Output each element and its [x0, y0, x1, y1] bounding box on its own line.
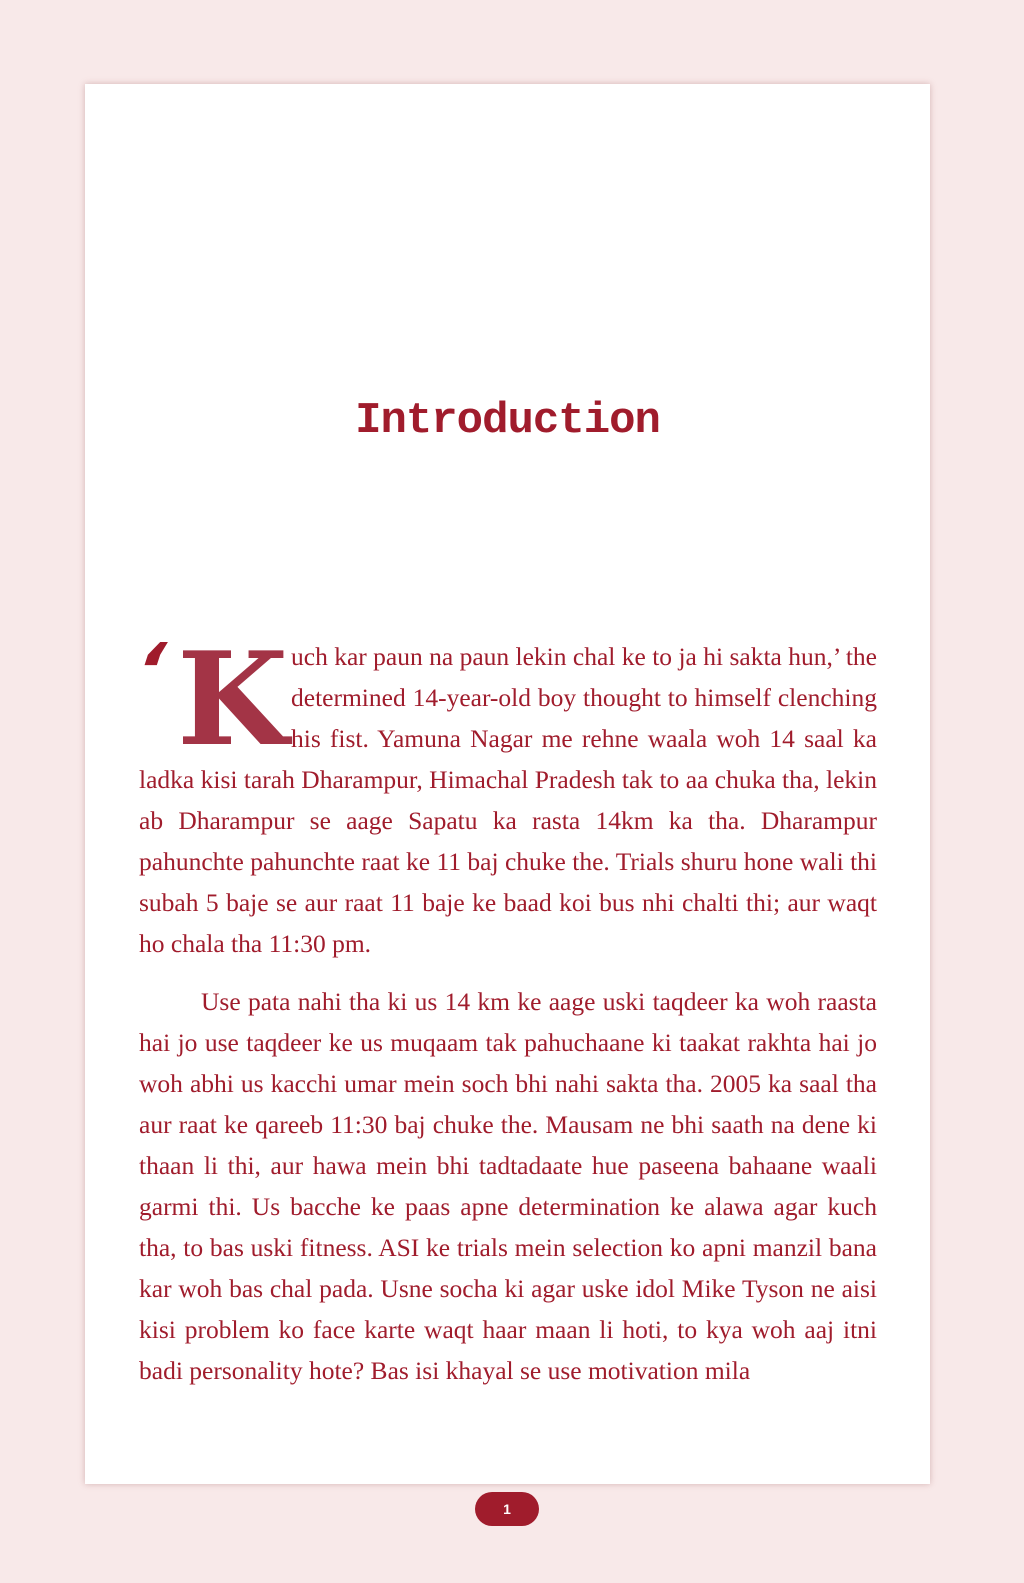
drop-cap-quote: ‘ — [121, 628, 178, 714]
chapter-body — [121, 625, 877, 1391]
paragraph-1 — [121, 625, 877, 964]
page-number-badge: 1 — [475, 1492, 539, 1526]
paragraph-1-text: uch kar paun na paun lekin chal ke to ja hi sakta hun,’ the determined 14-year-old boy thought to himself clenching his fist. Yamuna Nagar me rehne waala woh 14 saal ka ladka kisi tarah Dharampur, Himachal Pradesh tak to aa chuka tha, lekin ab Dharampur se aage Sapatu ka rasta 14km ka tha. Dharampur pahunchte pahunchte raat ke 11 baj chuke the. Trials shuru hone wali thi subah 5 baje se aur raat 11 baje ke baad koi bus nhi chalti thi; aur waqt ho chala tha 11:30 pm. — [139, 642, 877, 958]
chapter-title: Introduction — [355, 396, 660, 446]
book-page — [85, 84, 930, 1484]
paragraph-2: Use pata nahi tha ki us 14 km ke aage uski taqdeer ka woh raasta hai jo use taqdeer ke us muqaam tak pahuchaane ki taakat rakhta hai jo woh abhi us kacchi umar mein soch bhi nahi sakta tha. 2005 ka saal tha aur raat ke qareeb 11:30 baj chuke the. Mausam ne bhi saath na dene ki thaan li thi, aur hawa mein bhi tadtadaate hue paseena bahaane waali garmi thi. Us bacche ke paas apne determination ke alawa agar kuch tha, to bas uski fitness. ASI ke trials mein selection ko apni manzil bana kar woh bas chal pada. Usne socha ki agar uske idol Mike Tyson ne aisi kisi problem ko face karte waqt haar maan li hoti, to kya woh aaj itni badi personality hote? Bas isi khayal se use motivation mila — [139, 987, 877, 1385]
drop-cap — [121, 625, 289, 775]
drop-cap-letter: K — [177, 625, 289, 775]
